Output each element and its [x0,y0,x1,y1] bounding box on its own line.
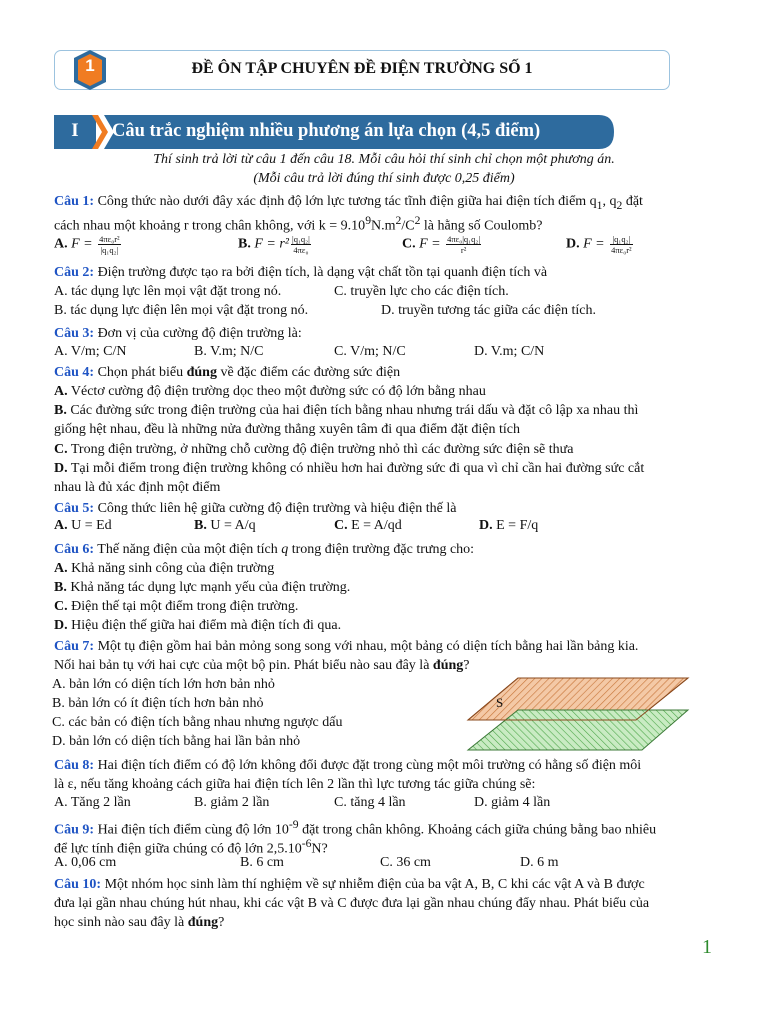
q5-option-c[interactable] [334,518,402,534]
subscript: 1 [596,198,603,212]
section-banner [54,115,614,149]
question-label: Câu 7: [54,639,95,654]
q8-option-b[interactable]: B. giảm 2 lần [194,795,270,810]
question-text: Đơn vị của cường độ điện trường là: [94,326,302,341]
option-label: A. [54,518,68,533]
option-label: A. [54,236,68,252]
question-8-line-2: là ε, nếu tăng khoảng cách giữa hai điện tích lên 2 lần thì lực tương tác giữa chúng sẽ: [54,777,536,792]
q5-option-d[interactable] [479,518,538,534]
question-label: Câu 8: [54,758,95,773]
capacitor-plates-figure [466,676,696,756]
q9-option-c[interactable]: C. 36 cm [380,855,431,870]
question-text: Một tụ điện gồm hai bản mỏng song song với nhau, một bảng có diện tích bằng hai lần bảng kia. [94,639,639,654]
question-label: Câu 4: [54,365,95,380]
q2-option-a[interactable]: A. tác dụng lực lên mọi vật đặt trong nó. [54,284,282,299]
q6-option-c[interactable] [54,597,298,616]
question-text: học sinh nào sau đây là [54,915,188,930]
question-text: trong điện trường đặc trưng cho: [288,542,475,557]
q7-option-b[interactable]: B. bản lớn có ít điện tích hơn bản nhỏ [52,696,264,711]
question-text: Công thức liên hệ giữa cường độ điện trường và hiệu điện thế là [94,501,457,516]
question-3 [54,324,302,343]
q4-option-d-cont: nhau là đủ xác định một điểm [54,480,221,495]
question-text: Chọn phát biểu [94,365,187,380]
page-title: ĐỀ ÔN TẬP CHUYÊN ĐỀ ĐIỆN TRƯỜNG SỐ 1 [191,60,533,77]
q4-option-b-cont: giống hệt nhau, đều là những nửa đường thẳng xuyên tâm đi qua điểm đặt điện tích [54,422,521,437]
q9-option-a[interactable]: A. 0,06 cm [54,855,117,870]
section-title: Câu trắc nghiệm nhiều phương án lựa chọn (4,5 điểm) [112,121,541,141]
q7-option-c[interactable]: C. các bản có điện tích bằng nhau nhưng ngược dấu [52,715,343,730]
option-text: U = Ed [67,518,112,533]
q9-option-d[interactable]: D. 6 m [520,855,559,870]
question-text: , q [602,194,617,209]
numerator: 4πε₀|q₁q₂| [447,234,481,244]
question-label: Câu 1: [54,194,95,209]
formula-text: F = [419,236,445,252]
question-text: là hằng số Coulomb? [420,218,543,234]
option-text: Khả năng tác dụng lực mạnh yếu của điện trường. [66,580,351,595]
denominator: |q₁q₂| [100,245,119,255]
q4-option-b[interactable] [54,401,638,420]
question-text: để lực tính điện giữa chúng có độ lớn 2,5.10 [54,841,302,857]
option-text: E = F/q [492,518,539,533]
question-7-line-2 [54,656,469,675]
numerator: |q₁q₂| [610,234,632,245]
fraction [446,234,481,255]
option-label: C. [54,442,68,457]
q1-option-a[interactable] [54,234,123,255]
option-label: B. [54,403,67,418]
question-5 [54,499,456,518]
question-text: N.m [371,218,396,234]
q1-option-c[interactable] [402,234,483,255]
question-text: ? [463,658,470,673]
q4-option-a[interactable] [54,382,486,401]
question-10-line-3 [54,913,224,932]
option-label: A. [54,561,68,576]
q2-option-c[interactable]: C. truyền lực cho các điện tích. [334,284,509,299]
question-text: đặt [622,194,643,209]
question-label: Câu 3: [54,326,95,341]
emphasis-text: đúng [186,365,217,380]
question-1-line-2 [54,211,543,236]
option-label: A. [54,384,68,399]
question-10 [54,875,645,894]
q7-option-a[interactable]: A. bản lớn có diện tích lớn hơn bản nhỏ [52,677,275,692]
superscript: -9 [288,818,299,831]
fraction [98,234,120,255]
option-text: Véctơ cường độ điện trường dọc theo một đường sức có độ lớn bằng nhau [67,384,486,399]
formula-text: r² [279,236,289,252]
formula-text: F = [254,236,280,252]
numerator: 4πε₀r² [99,234,120,244]
question-label: Câu 2: [54,265,95,280]
header-number: 1 [85,56,95,75]
formula-text: F = [71,236,97,252]
q8-option-c[interactable]: C. tăng 4 lần [334,795,406,810]
option-label: C. [54,599,68,614]
question-8 [54,756,641,775]
q2-option-b[interactable]: B. tác dụng lực điện lên mọi vật đặt trong nó. [54,303,309,318]
denominator: r² [460,245,467,255]
question-10-line-2: đưa lại gần nhau chúng hút nhau, khi các vật B và C được đưa lại gần nhau chúng đẩy nhau. Phát biểu của [54,896,650,911]
superscript: 9 [365,214,372,227]
q3-option-d[interactable]: D. V.m; C/N [474,344,545,359]
question-text: Hai điện tích điểm có độ lớn không đổi được đặt trong cùng một môi trường có hằng số điện môi [94,758,642,773]
formula-text: F = [583,236,609,252]
q4-option-d[interactable] [54,459,644,478]
option-text: Tại mỗi điểm trong điện trường không có nhiều hơn hai đường sức đi qua vì chỉ cần hai đường sức cắt [67,461,645,476]
question-text: Hai điện tích điểm cùng độ lớn 10 [94,822,289,838]
q1-option-d[interactable] [566,234,635,255]
question-text: Nối hai bản tụ với hai cực của một bộ pin. Phát biểu nào sau đây là [54,658,433,673]
option-label: B. [54,580,67,595]
option-label: C. [334,518,348,533]
numerator: |q₁q₂| [292,234,310,244]
question-6 [54,540,474,559]
option-label: B. [238,236,251,252]
option-label: C. [402,236,416,252]
section-number: I [71,120,79,141]
doc-header [54,50,670,90]
question-label: Câu 5: [54,501,95,516]
variable-text: q [281,542,289,557]
question-label: Câu 10: [54,877,102,892]
question-label: Câu 6: [54,542,95,557]
question-text: N? [311,841,328,857]
question-text: Điện trường được tạo ra bởi điện tích, là dạng vật chất tồn tại quanh điện tích và [94,265,548,280]
question-text: ? [218,915,225,930]
q2-option-d[interactable]: D. truyền tương tác giữa các điện tích. [381,303,597,318]
question-text: Công thức nào dưới đây xác định độ lớn lực tương tác tĩnh điện giữa hai điện tích điểm q [94,194,597,209]
instructions-line-2: (Mỗi câu trả lời đúng thí sinh được 0,25 điểm) [253,171,515,186]
instructions-line-1: Thí sinh trả lời từ câu 1 đến câu 18. Mỗi câu hỏi thí sinh chỉ chọn một phương án. [153,152,615,167]
q6-option-a[interactable] [54,559,274,578]
q7-option-d[interactable]: D. bản lớn có diện tích bằng hai lần bản nhỏ [52,734,301,749]
option-label: D. [566,236,580,252]
q5-option-a[interactable] [54,518,112,534]
question-text: về đặc điểm các đường sức điện [216,365,401,380]
q3-option-a[interactable]: A. V/m; C/N [54,344,127,359]
emphasis-text: đúng [432,658,464,673]
option-text: Trong điện trường, ở những chỗ cường độ điện trường nhỏ thì các đường sức điện sẽ thưa [67,442,574,457]
question-7 [54,637,638,656]
q5-option-b[interactable] [194,518,256,534]
question-text: Một nhóm học sinh làm thí nghiệm về sự nhiễm điện của ba vật A, B, C khi các vật A và B được [101,877,645,892]
option-text: U = A/q [206,518,256,533]
q6-option-b[interactable] [54,578,350,597]
q3-option-b[interactable]: B. V.m; N/C [194,344,264,359]
q6-option-d[interactable] [54,616,341,635]
denominator: 4πε₀r² [611,245,632,255]
page-number: 1 [702,936,712,958]
subscript: 2 [616,198,623,212]
option-label: D. [54,618,68,633]
q8-option-d[interactable]: D. giảm 4 lần [474,795,551,810]
question-text: cách nhau một khoảng r trong chân không, với k = 9.10 [54,218,366,234]
option-label: D. [479,518,493,533]
question-text: đặt trong chân không. Khoảng cách giữa chúng bằng bao nhiêu [298,822,657,838]
emphasis-text: đúng [187,915,219,930]
question-4 [54,363,400,382]
question-text: Thế năng điện của một điện tích [94,542,282,557]
option-text: Hiệu điện thế giữa hai điểm mà điện tích đi qua. [67,618,342,633]
question-text: /C [401,218,415,234]
superscript: 2 [414,214,421,227]
fraction [610,234,632,255]
q1-option-b[interactable] [238,234,313,255]
superscript: -6 [301,837,312,850]
denominator: 4πε₀ [293,245,309,255]
superscript: 2 [395,214,402,227]
option-label: D. [54,461,68,476]
plate-label-s: S [496,695,504,710]
q3-option-c[interactable]: C. V/m; N/C [334,344,406,359]
q4-option-c[interactable] [54,440,573,459]
option-text: E = A/qd [347,518,402,533]
option-label: B. [194,518,207,533]
question-2 [54,263,547,282]
question-label: Câu 9: [54,822,95,838]
option-text: Khả năng sinh công của điện trường [67,561,275,576]
option-text: Điện thế tại một điểm trong điện trường. [67,599,299,614]
option-text: Các đường sức trong điện trường của hai điện tích bằng nhau nhưng trái dấu và đặt cô lập xa nhau thì [66,403,639,418]
q9-option-b[interactable]: B. 6 cm [240,855,284,870]
fraction [291,234,311,255]
q8-option-a[interactable]: A. Tăng 2 lần [54,795,131,810]
